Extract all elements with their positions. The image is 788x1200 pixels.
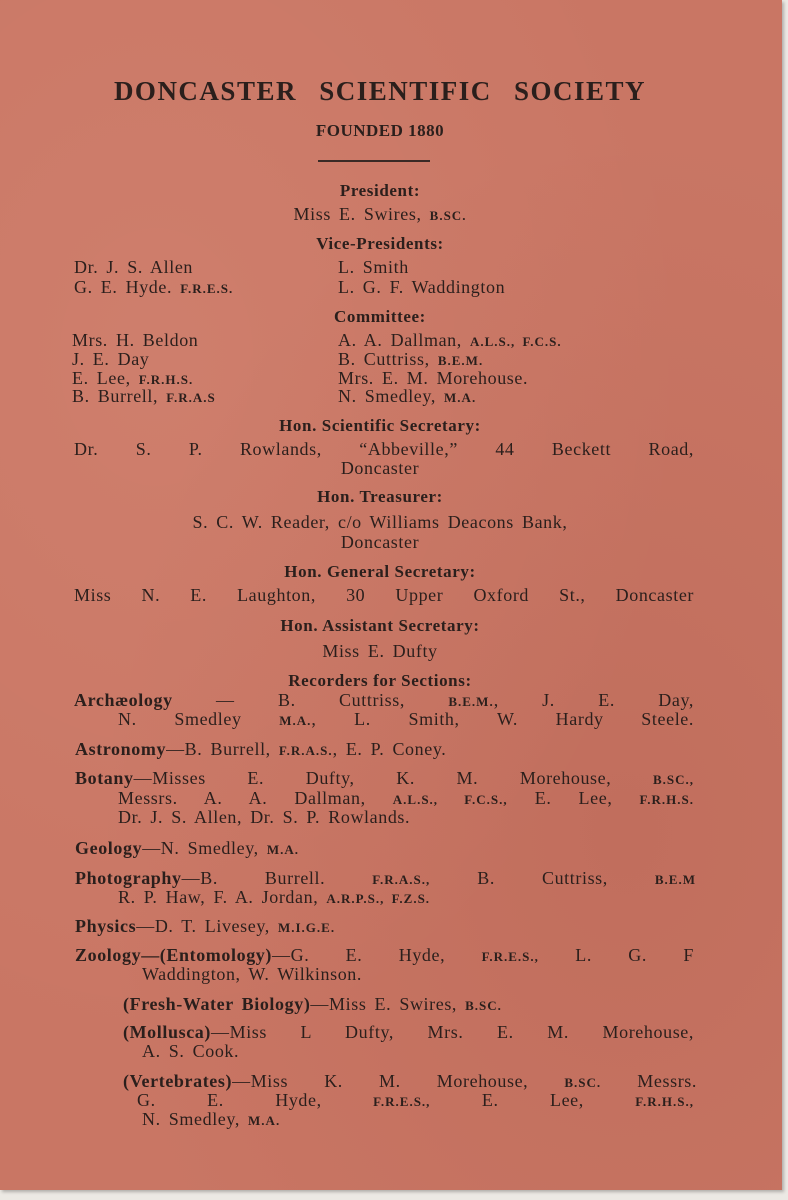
physics-line [75,916,335,937]
geology-quals: M.A. [266,842,299,857]
assistant-secretary-name: Miss E. Dufty [322,641,438,661]
committee-heading: Committee: [334,307,426,326]
vice-president-3-name: G. E. Hyde. [74,277,173,297]
physics-quals: M.I.G.E. [277,920,336,935]
treasurer-address-2: Doncaster [340,532,420,552]
botany-label: Botany [75,768,134,788]
freshwater-quals: B.SC. [465,998,502,1013]
botany-quals: F.R.H.S. [639,792,694,807]
title-divider [318,160,430,162]
committee-member-name: B. Burrell, [72,386,159,406]
archaeology-label: Archæology [74,690,173,710]
president-heading: President: [339,181,421,200]
astronomy-line [75,739,446,760]
photography-quals: A.R.P.S., F.Z.S. [326,891,431,906]
vertebrates-text: G. E. Hyde, [137,1090,374,1110]
committee-member-name: N. Smedley, [338,386,436,406]
vertebrates-text: E. Lee, [430,1090,636,1110]
botany-text: E. Lee, [507,788,640,808]
freshwater-line [123,994,502,1015]
treasurer-heading: Hon. Treasurer: [317,487,443,506]
vertebrates-quals: F.R.H.S., [635,1094,694,1109]
committee-member-name: B. Cuttriss, [338,349,430,369]
photography-text: —B. Burrell. [181,868,373,888]
general-secretary-address: Miss N. E. Laughton, 30 Upper Oxford St., Doncaster [74,585,694,605]
zoology-text: L. G. F [538,945,694,965]
photography-line-2 [118,887,430,908]
mollusca-line-2: A. S. Cook. [142,1041,240,1061]
zoology-line-2: Waddington, W. Wilkinson. [142,964,363,984]
recorders-heading: Recorders for Sections: [288,671,472,690]
treasurer-address-1: S. C. W. Reader, c/o Williams Deacons Bank, [192,512,568,532]
founded-line: FOUNDED 1880 [315,121,445,140]
general-secretary-heading: Hon. General Secretary: [284,562,476,581]
scientific-secretary-address-2: Doncaster [340,458,420,478]
geology-text: —N. Smedley, [142,838,267,858]
photography-text: B. Cuttriss, [430,868,655,888]
vice-president-3 [74,277,233,298]
president-quals: B.SC. [429,208,467,223]
committee-member-name: E. Lee, [72,368,131,388]
botany-line-1 [75,768,694,790]
vertebrates-label: (Vertebrates) [123,1071,233,1091]
botany-quals: B.SC., [652,772,694,787]
archaeology-line-2 [118,709,694,731]
committee-member [338,386,476,407]
freshwater-label: (Fresh-Water Biology) [123,994,311,1014]
physics-label: Physics [75,916,137,936]
scientific-secretary-address-1: Dr. S. P. Rowlands, “Abbeville,” 44 Beckett Road, [74,439,694,459]
archaeology-text: , J. E. Day, [493,690,694,710]
zoology-quals: F.R.E.S., [481,949,539,964]
president-name [0,204,760,225]
committee-member-quals: B.E.M. [437,353,484,368]
zoology-text: —G. E. Hyde, [272,945,482,965]
committee-member [338,330,562,351]
vertebrates-quals: F.R.E.S., [373,1094,431,1109]
assistant-secretary-heading: Hon. Assistant Secretary: [280,616,480,635]
astronomy-text: , E. P. Coney. [332,739,447,759]
vertebrates-line-3 [142,1109,280,1130]
committee-member [338,349,483,370]
committee-member-quals: F.R.A.S [166,390,216,405]
archaeology-text: N. Smedley [118,709,280,729]
committee-member-quals: F.R.H.S. [138,372,194,387]
physics-text: —D. T. Livesey, [136,916,278,936]
president-name-text: Miss E. Swires, [293,204,422,224]
botany-line-3: Dr. J. S. Allen, Dr. S. P. Rowlands. [118,807,411,827]
astronomy-text: —B. Burrell, [166,739,279,759]
committee-member-quals: M.A. [444,390,477,405]
photography-quals: B.E.M [654,872,696,887]
botany-text: Messrs. A. A. Dallman, [118,788,393,808]
committee-member: Mrs. E. M. Morehouse. [338,368,529,388]
zoology-label: Zoology—(Entomology) [75,945,273,965]
mollusca-label: (Mollusca) [123,1022,211,1042]
archaeology-text: , L. Smith, W. Hardy Steele. [311,709,694,729]
vice-president-2: L. Smith [338,257,409,277]
vertebrates-quals: B.SC. [564,1075,602,1090]
archaeology-quals: B.E.M. [448,694,494,709]
vice-president-1: Dr. J. S. Allen [74,257,194,277]
vertebrates-text: N. Smedley, [142,1109,249,1129]
photography-text: R. P. Haw, F. A. Jordan, [118,887,327,907]
geology-label: Geology [75,838,143,858]
astronomy-label: Astronomy [75,739,167,759]
geology-line [75,838,299,859]
botany-text: —Misses E. Dufty, K. M. Morehouse, [133,768,653,788]
vertebrates-text: —Miss K. M. Morehouse, [232,1071,565,1091]
photography-quals: F.R.A.S., [372,872,431,887]
vice-presidents-heading: Vice-Presidents: [316,234,444,253]
astronomy-quals: F.R.A.S. [278,743,333,758]
society-title: DONCASTER SCIENTIFIC SOCIETY [113,76,647,106]
mollusca-text: —Miss L Dufty, Mrs. E. M. Morehouse, [210,1022,694,1042]
freshwater-text: —Miss E. Swires, [310,994,466,1014]
committee-member: Mrs. H. Beldon [72,330,199,350]
scientific-secretary-heading: Hon. Scientific Secretary: [279,416,481,435]
archaeology-quals: M.A. [279,713,312,728]
archaeology-text: — B. Cuttriss, [172,690,449,710]
committee-member-name: A. A. Dallman, [338,330,462,350]
botany-quals: A.L.S., F.C.S., [392,792,508,807]
committee-member: J. E. Day [72,349,150,369]
vertebrates-quals: M.A. [248,1113,281,1128]
vice-president-3-quals: F.R.E.S. [180,281,234,296]
photography-label: Photography [75,868,182,888]
committee-member-quals: A.L.S., F.C.S. [470,334,562,349]
committee-member [72,386,216,407]
vertebrates-text: Messrs. [601,1071,697,1091]
vice-president-4: L. G. F. Waddington [338,277,506,297]
